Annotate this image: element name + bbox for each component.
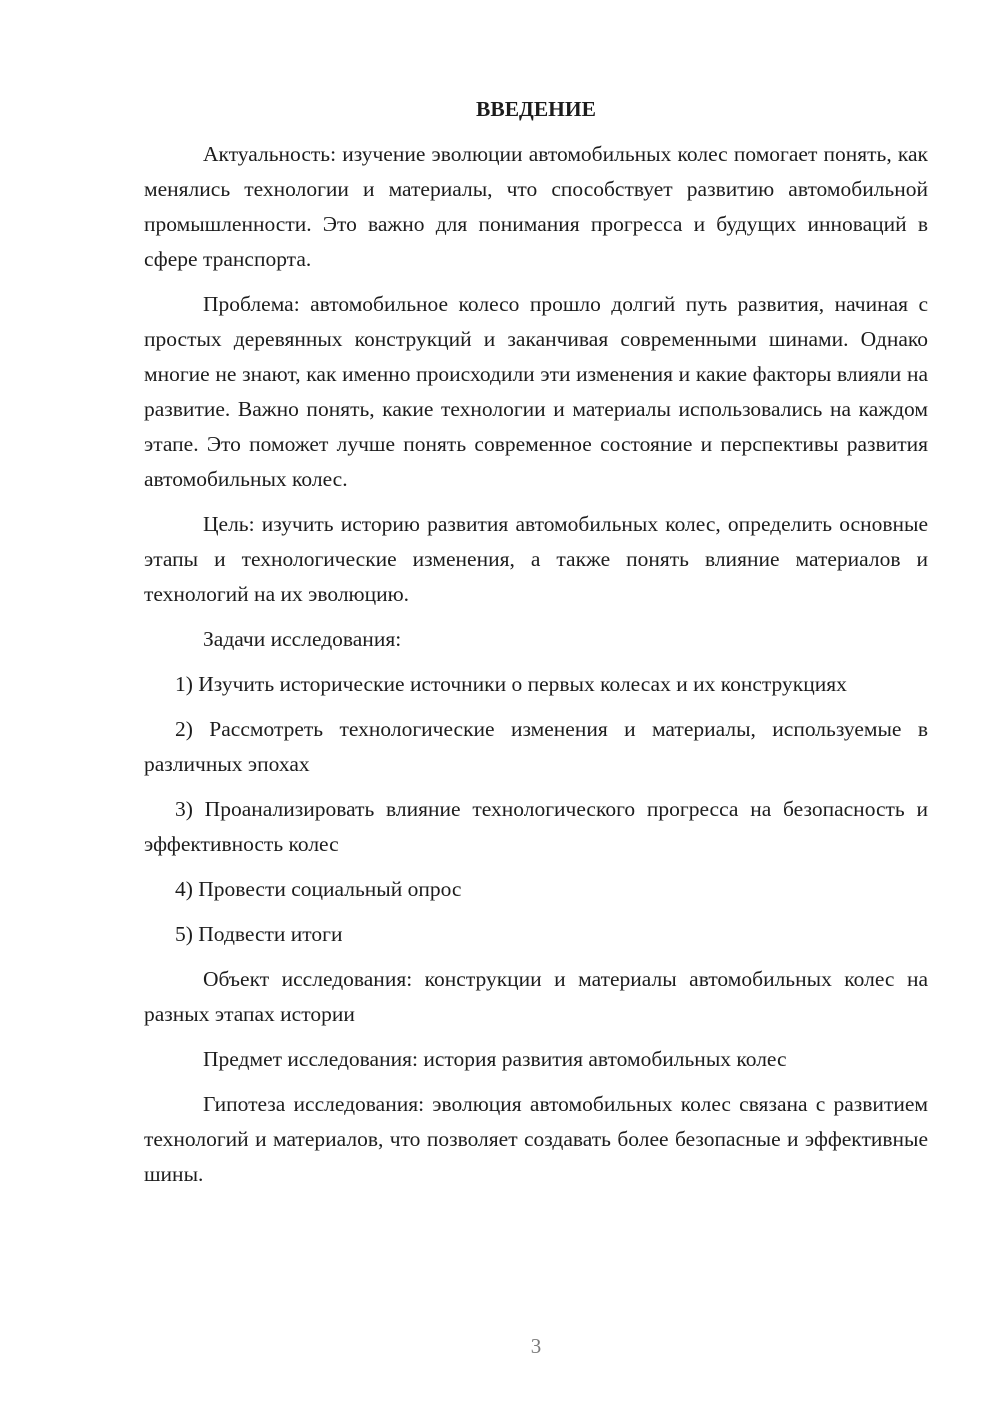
paragraph-object: Объект исследования: конструкции и материалы автомобильных колес на разных этапах истории [144, 967, 928, 1026]
paragraph-problem: Проблема: автомобильное колесо прошло долгий путь развития, начиная с простых деревянных конструкций и заканчивая современными шинами. Однако многие не знают, как именно происходили эти изменения и какие факторы влияли на развитие. Важно понять, какие технологии и материалы использовались на каждом этапе. Это поможет лучше понять современное состояние и перспективы развития автомобильных колес. [144, 292, 928, 491]
task-item-4: 4) Провести социальный опрос [175, 877, 462, 901]
paragraph-relevance: Актуальность: изучение эволюции автомобильных колес помогает понять, как менялись технологии и материалы, что способствует развитию автомобильной промышленности. Это важно для понимания прогресса и будущих инноваций в сфере транспорта. [144, 142, 928, 271]
document-title: ВВЕДЕНИЕ [476, 97, 596, 121]
task-item-5: 5) Подвести итоги [175, 922, 343, 946]
paragraph-subject: Предмет исследования: история развития автомобильных колес [203, 1047, 787, 1071]
task-item-2: 2) Рассмотреть технологические изменения и материалы, используемые в различных эпохах [144, 717, 928, 776]
task-item-1: 1) Изучить исторические источники о первых колесах и их конструкциях [175, 672, 847, 696]
paragraph-hypothesis: Гипотеза исследования: эволюция автомобильных колес связана с развитием технологий и материалов, что позволяет создавать более безопасные и эффективные шины. [144, 1092, 928, 1186]
paragraph-goal: Цель: изучить историю развития автомобильных колес, определить основные этапы и технологические изменения, а также понять влияние материалов и технологий на их эволюцию. [144, 512, 928, 606]
task-item-3: 3) Проанализировать влияние технологического прогресса на безопасность и эффективность колес [144, 797, 928, 856]
tasks-heading: Задачи исследования: [203, 627, 402, 651]
document-body [144, 92, 928, 1202]
page-number: 3 [530, 1334, 542, 1358]
